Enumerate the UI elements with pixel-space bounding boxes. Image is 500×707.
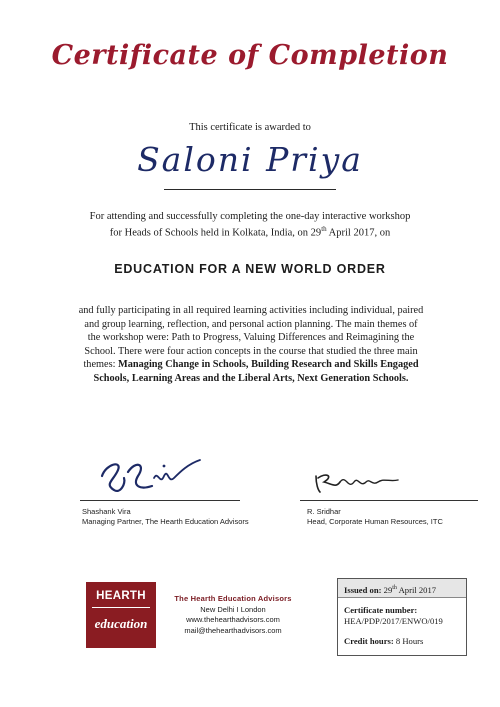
signature-line-left [80,500,240,501]
certificate-number-label [344,605,417,616]
certificate-info-box [337,578,467,656]
signature-r-sridhar [312,468,402,498]
organization-website: www.thehearthadvisors.com [186,615,280,624]
workshop-title: EDUCATION FOR A NEW WORLD ORDER [114,262,386,276]
intro-line-2-suffix: April 2017, on [326,227,391,239]
left-signatory-title: Managing Partner, The Hearth Education Advisors [82,517,249,526]
right-signatory-name: R. Sridhar [307,507,341,516]
credit-hours [344,636,423,647]
issued-label: Issued on: [344,584,382,595]
issued-sup: th [392,585,397,591]
signature-shashank-vira [96,450,206,498]
intro-date-sup: th [321,225,327,233]
issued-rest: April 2017 [396,584,437,595]
logo-divider [92,607,150,608]
certificate-title: Certificate of Completion [51,40,449,71]
logo-top-text: HEARTH [96,590,146,602]
issued-day: 29 [381,584,393,595]
cert-number-label-text: Certificate number: [344,605,418,615]
recipient-name: Saloni Priya [137,140,363,179]
logo-bottom-text: education [94,616,148,631]
right-signatory-title: Head, Corporate Human Resources, ITC [307,517,443,526]
intro-line-1: For attending and successfully completing the one-day interactive workshop [89,211,411,222]
body-text: and fully participating in all required learning activities including individual, paired and group learning, reflection, and personal action planning. The main themes of the workshop were: Path to Progress, Valuing Differences and Reimagining the School. There were four action concepts in the course that studied the three main themes: [78,305,424,371]
organization-email: mail@thehearthadvisors.com [184,625,282,635]
certificate-number-value: HEA/PDP/2017/ENWO/019 [344,616,443,626]
recipient-underline [164,189,336,190]
hearth-education-logo [86,582,156,648]
signature-line-right [300,500,478,501]
organization-contact [170,594,296,636]
left-signatory-name: Shashank Vira [82,507,131,516]
body-paragraph [78,304,424,386]
credit-value: 8 Hours [393,636,424,646]
themes-text: Managing Change in Schools, Building Research and Skills Engaged Schools, Learning Areas and the Liberal Arts, Next Generation Schools. [93,359,419,384]
organization-locations: New Delhi I London [200,604,266,614]
organization-name: The Hearth Education Advisors [174,594,292,603]
intro-text [40,210,460,240]
credit-label: Credit hours: [344,636,394,646]
issued-on [344,583,436,596]
intro-line-2-prefix: for Heads of Schools held in Kolkata, India, on 29 [109,227,322,239]
awarded-line: This certificate is awarded to [189,122,311,133]
